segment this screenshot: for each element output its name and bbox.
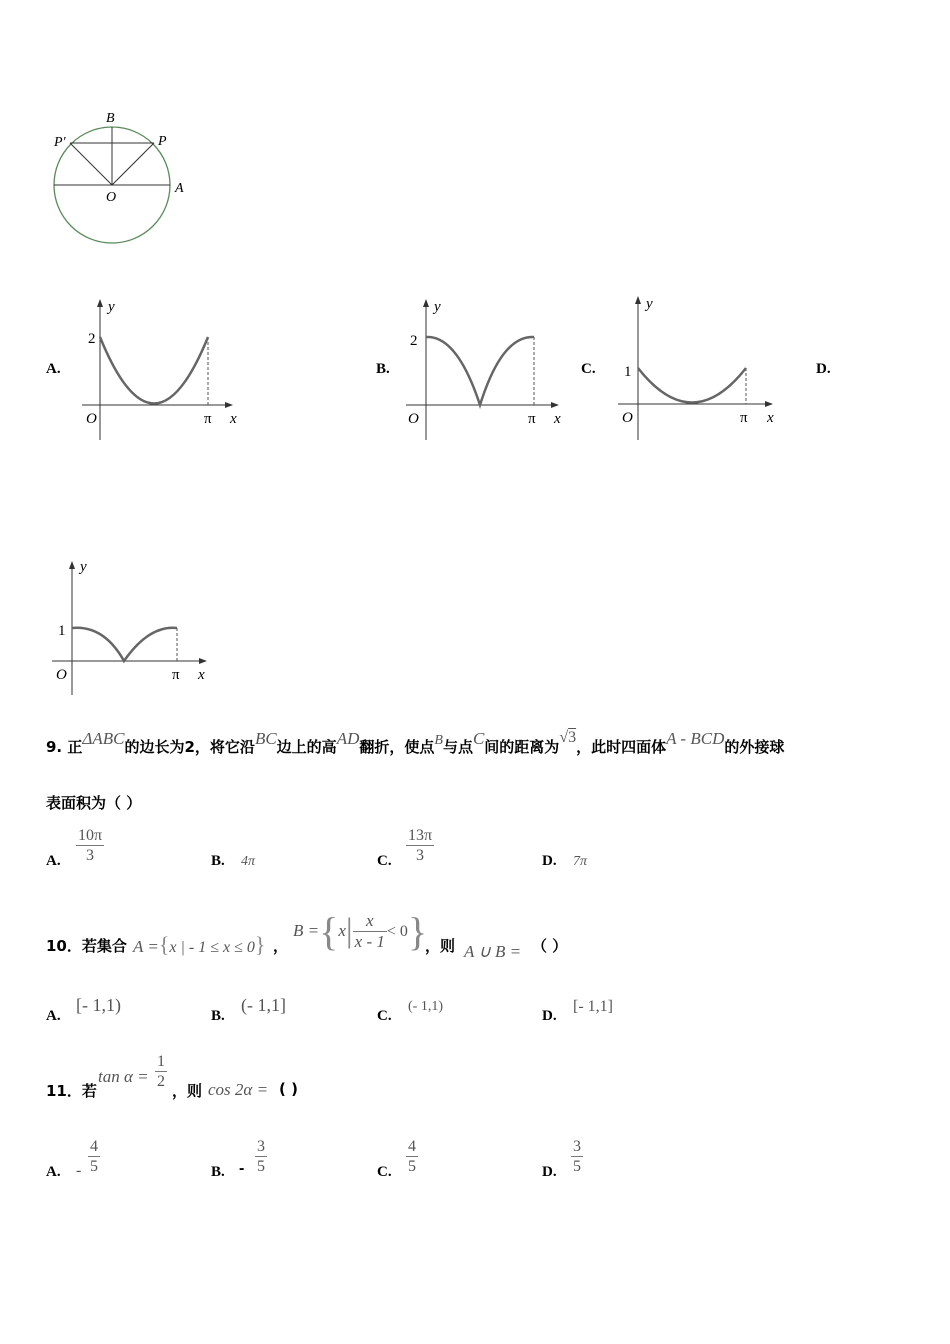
q10-option-b-value[interactable]: (- 1,1] <box>241 995 286 1015</box>
q10-option-c-value[interactable]: (- 1,1) <box>408 999 443 1014</box>
option-d-letter: D. <box>816 361 831 377</box>
q10-option-a-value[interactable]: [- 1,1) <box>76 995 121 1015</box>
q11-option-b-letter: B. <box>211 1164 225 1180</box>
x-axis-label: x <box>198 667 205 683</box>
pi-label: π <box>528 411 536 427</box>
question-10-number-text: 10．若集合 <box>46 937 127 955</box>
q11-option-a-letter: A. <box>46 1164 61 1180</box>
question-10-then: ，则 <box>425 937 456 955</box>
q11-option-a-sign: - <box>76 1162 82 1179</box>
origin-label: O <box>56 667 67 683</box>
q11-option-b-value[interactable]: $\frac{3}{5}$ <box>257 1138 265 1176</box>
q11-option-d-letter: D. <box>542 1164 557 1180</box>
cos-expression: cos 2α = <box>208 1080 269 1099</box>
q10-option-a-letter: A. <box>46 1008 61 1024</box>
x-axis-label: x <box>767 410 774 426</box>
question-11-number-text: 11．若 <box>46 1082 97 1100</box>
q11-option-d-value[interactable]: $\frac{3}{5}$ <box>573 1138 581 1176</box>
q10-option-d-value[interactable]: [- 1,1] <box>573 998 613 1015</box>
unit-circle-figure <box>40 105 210 250</box>
option-a-letter: A. <box>46 361 61 377</box>
x-axis-label: x <box>554 411 561 427</box>
q9-option-a-letter: A. <box>46 853 61 869</box>
tan-expression: tan α = <box>98 1067 149 1086</box>
y-axis-label: y <box>108 299 115 315</box>
point-a-label: A <box>175 181 184 196</box>
y-axis-label: y <box>80 559 87 575</box>
question-11-then: ，则 <box>172 1082 203 1100</box>
q11-option-b-sign: - <box>239 1160 245 1177</box>
q10-option-c-letter: C. <box>377 1008 392 1024</box>
point-p-prime-label: P′ <box>54 135 66 150</box>
option-c-letter: C. <box>581 361 596 377</box>
q9-option-a-value[interactable]: $\frac{10\pi}{3}$ <box>78 827 103 865</box>
question-number: 9. <box>46 738 63 756</box>
x-axis-label: x <box>230 411 237 427</box>
option-a-graph[interactable] <box>78 295 248 445</box>
q9-option-b-letter: B. <box>211 853 225 869</box>
tan-fraction: $\frac{1}{2}$ <box>157 1053 165 1091</box>
union-expression: A ∪ B = <box>464 942 522 961</box>
q9-option-c-value[interactable]: $\frac{13\pi}{3}$ <box>408 827 433 865</box>
q10-option-b-letter: B. <box>211 1008 225 1024</box>
question-9-stem-line2: 表面积为（ ） <box>46 794 142 812</box>
answer-paren: （ ） <box>532 937 568 955</box>
q9-option-b-value[interactable]: 4π <box>241 854 256 869</box>
pi-label: π <box>204 411 212 427</box>
comma: ， <box>273 937 289 955</box>
q11-option-a-value[interactable]: $\frac{4}{5}$ <box>90 1138 98 1176</box>
q9-option-d-letter: D. <box>542 853 557 869</box>
pi-label: π <box>740 410 748 426</box>
question-9-stem: 9. 正ΔABC的边长为2，将它沿BC边上的高AD翻折，使点B与点C间的距离为√3，此时四面体A - BCD的外接球 <box>46 729 785 756</box>
pi-label: π <box>172 667 180 683</box>
option-b-graph[interactable] <box>402 295 572 445</box>
q11-option-c-letter: C. <box>377 1164 392 1180</box>
point-o-label: O <box>106 190 117 205</box>
q9-option-c-letter: C. <box>377 853 392 869</box>
q9-option-d-value[interactable]: 7π <box>573 854 588 869</box>
y-max-label: 2 <box>410 333 418 349</box>
set-b-expression: B ={x| $\frac{x}{x - 1}$ < 0} <box>293 909 428 954</box>
answer-paren: ( ) <box>279 1080 298 1098</box>
point-b-label: B <box>106 111 115 126</box>
option-c-graph[interactable] <box>612 292 782 444</box>
option-d-graph[interactable] <box>44 555 219 705</box>
y-axis-label: y <box>434 299 441 315</box>
q11-option-c-value[interactable]: $\frac{4}{5}$ <box>408 1138 416 1176</box>
origin-label: O <box>86 411 97 427</box>
y-max-label: 2 <box>88 331 96 347</box>
point-p-label: P <box>158 134 167 149</box>
origin-label: O <box>622 410 633 426</box>
q10-option-d-letter: D. <box>542 1008 557 1024</box>
option-b-letter: B. <box>376 361 390 377</box>
y-max-label: 1 <box>624 364 632 380</box>
y-max-label: 1 <box>58 623 66 639</box>
origin-label: O <box>408 411 419 427</box>
y-axis-label: y <box>646 296 653 312</box>
set-a-expression: A ={x | - 1 ≤ x ≤ 0} <box>133 932 266 957</box>
